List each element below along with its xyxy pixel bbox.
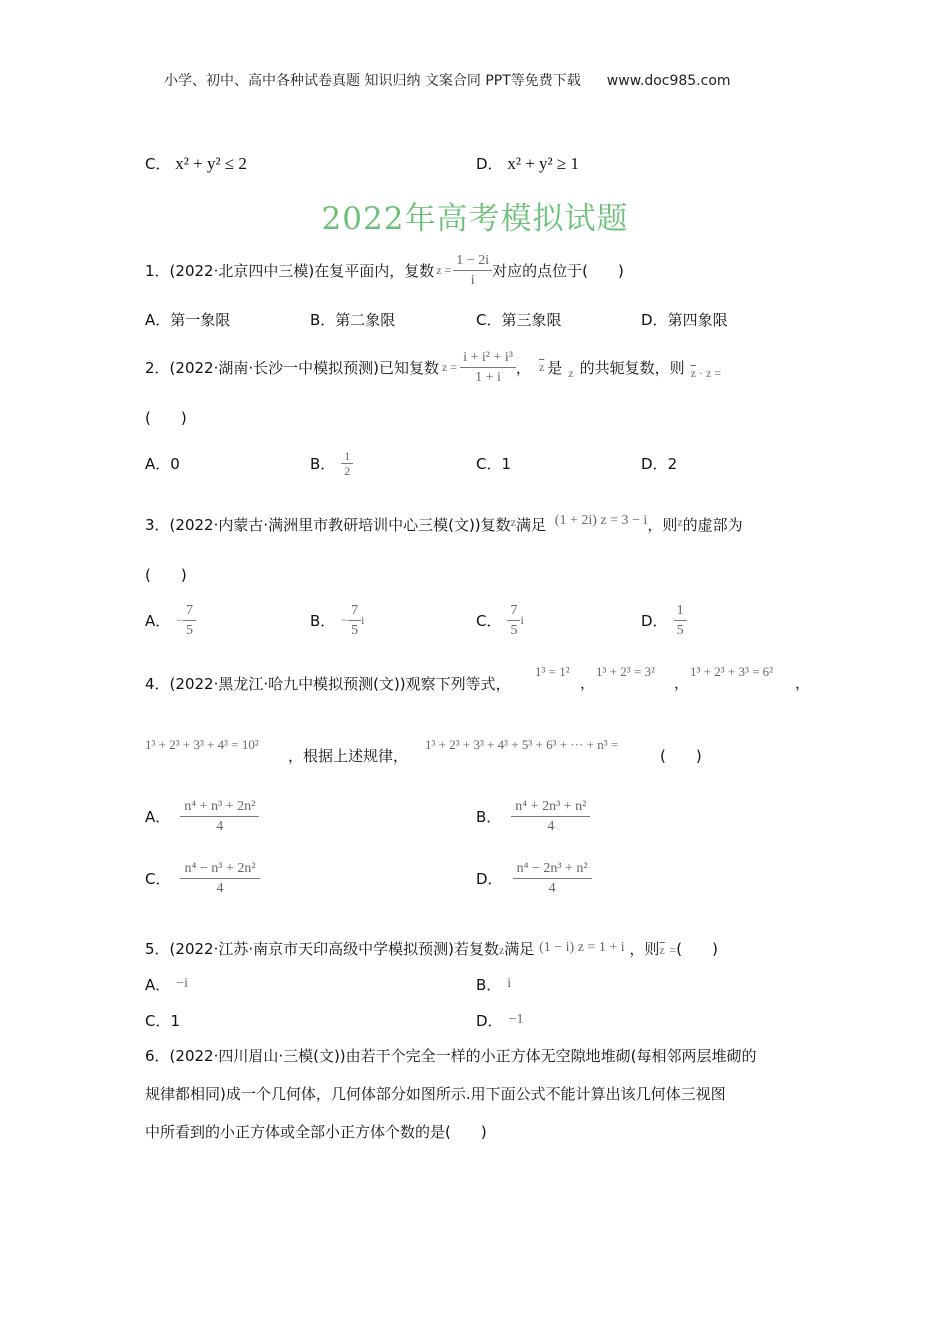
q1-option-b[interactable]: B．第二象限 bbox=[310, 311, 396, 329]
question-4-stem: 4．(2022·黑龙江·哈九中模拟预测(文))观察下列等式， bbox=[145, 675, 511, 693]
prev-option-c: C． x² + y² ≤ 2 bbox=[145, 154, 247, 173]
q2-formula: $\frac{\text{i + i² + i³}}{1 + i}$ bbox=[460, 348, 516, 387]
q3-option-b[interactable]: B． − $\frac{7}{5}$ i bbox=[310, 602, 365, 638]
question-1-stem: 1．(2022·北京四中三模)在复平面内，复数 z = $\frac{1 - 2i}{i}$ 对应的点位于( ) bbox=[145, 252, 624, 288]
question-6-line-2: 规律都相同)成一个几何体，几何体部分如图所示.用下面公式不能计算出该几何体三视图 bbox=[145, 1085, 726, 1103]
q4-option-c[interactable]: C． $\frac{\text{n⁴ − n³ + 2n²}}{4}$ bbox=[145, 855, 260, 901]
q1-formula: $\frac{1 - 2i}{i}$ bbox=[453, 251, 492, 290]
question-2-stem: 2．(2022·湖南·长沙一中模拟预测)已知复数 z = $\frac{\text{i + i² + i³}}{1 + i}$ ， $\overline{z}$ 是 z 的共轭复数，则 $\overline{z}$ · z = bbox=[145, 349, 722, 385]
q3-paren: ( ) bbox=[145, 566, 187, 584]
q3-option-d[interactable]: D． $\frac{1}{5}$ bbox=[641, 597, 687, 643]
q5-option-c[interactable]: C．1 bbox=[145, 1012, 181, 1030]
q2-option-d[interactable]: D．2 bbox=[641, 455, 678, 473]
q3-option-a[interactable]: A． − $\frac{7}{5}$ bbox=[145, 597, 196, 643]
prev-option-d-expr: x² + y² ≥ 1 bbox=[507, 154, 579, 173]
q4-paren: ( ) bbox=[660, 747, 702, 765]
header-site[interactable]: www.doc985.com bbox=[606, 73, 731, 89]
q1-option-a[interactable]: A．第一象限 bbox=[145, 311, 231, 329]
q3-formula: (1 + 2i) z = 3 − i bbox=[554, 513, 648, 528]
question-6-line-1: 6．(2022·四川眉山·三模(文))由若干个完全一样的小正方体无空隙地堆砌(每相邻两层堆砌的 bbox=[145, 1047, 757, 1065]
q4-sum-expr: 1³ + 2³ + 3³ + 4³ + 5³ + 6³ + ··· + n³ = bbox=[425, 737, 619, 752]
header-slogan: 小学、初中、高中各种试卷真题 知识归纳 文案合同 PPT等免费下载 bbox=[164, 73, 581, 89]
q2-option-b[interactable]: B． $\frac{1}{2}$ bbox=[310, 440, 353, 486]
page-header bbox=[164, 70, 731, 90]
q5-formula: (1 − i) z = 1 + i bbox=[539, 940, 625, 955]
q2-zbar: $\overline{z}$ bbox=[538, 359, 545, 374]
q1-option-d[interactable]: D．第四象限 bbox=[641, 311, 728, 329]
q2-paren: ( ) bbox=[145, 409, 187, 427]
section-title: 2022年高考模拟试题 bbox=[321, 201, 629, 237]
q5-option-a[interactable]: A． −i bbox=[145, 976, 189, 994]
q4-eq4: 1³ + 2³ + 3³ + 4³ = 10² bbox=[145, 737, 259, 752]
question-6-line-3: 中所看到的小正方体或全部小正方体个数的是( ) bbox=[145, 1123, 487, 1141]
q4-option-d[interactable]: D． $\frac{\text{n⁴ − 2n³ + n²}}{4}$ bbox=[476, 855, 592, 901]
prev-option-d: D． x² + y² ≥ 1 bbox=[476, 154, 579, 173]
question-3-stem: 3．(2022·内蒙古·满洲里市教研培训中心三模(文))复数$^z$满足 (1 + 2i) z = 3 − i，则$^z$的虚部为 bbox=[145, 513, 743, 534]
q4-eq2: 1³ + 2³ = 3² bbox=[596, 664, 655, 679]
q4-eq3: 1³ + 2³ + 3³ = 6² bbox=[690, 664, 774, 679]
q4-option-a[interactable]: A． $\frac{\text{n⁴ + n³ + 2n²}}{4}$ bbox=[145, 793, 259, 839]
q5-option-d[interactable]: D． −1 bbox=[476, 1012, 524, 1030]
q2-option-c[interactable]: C．1 bbox=[476, 455, 512, 473]
q4-option-b[interactable]: B． $\frac{\text{n⁴ + 2n³ + n²}}{4}$ bbox=[476, 793, 590, 839]
question-5-stem: 5．(2022·江苏·南京市天印高级中学模拟预测)若复数z满足 (1 − i) z = 1 + i ，则$\overline{z}$ =( ) bbox=[145, 940, 719, 958]
q3-option-c[interactable]: C． $\frac{7}{5}$ i bbox=[476, 602, 524, 638]
q4-eq1: 1³ = 1² bbox=[535, 664, 570, 679]
q5-option-b[interactable]: B． i bbox=[476, 976, 512, 994]
q1-option-c[interactable]: C．第三象限 bbox=[476, 311, 562, 329]
q2-option-a[interactable]: A．0 bbox=[145, 455, 180, 473]
q4-mid-text: ，根据上述规律， bbox=[288, 747, 409, 765]
prev-option-c-expr: x² + y² ≤ 2 bbox=[175, 154, 247, 173]
